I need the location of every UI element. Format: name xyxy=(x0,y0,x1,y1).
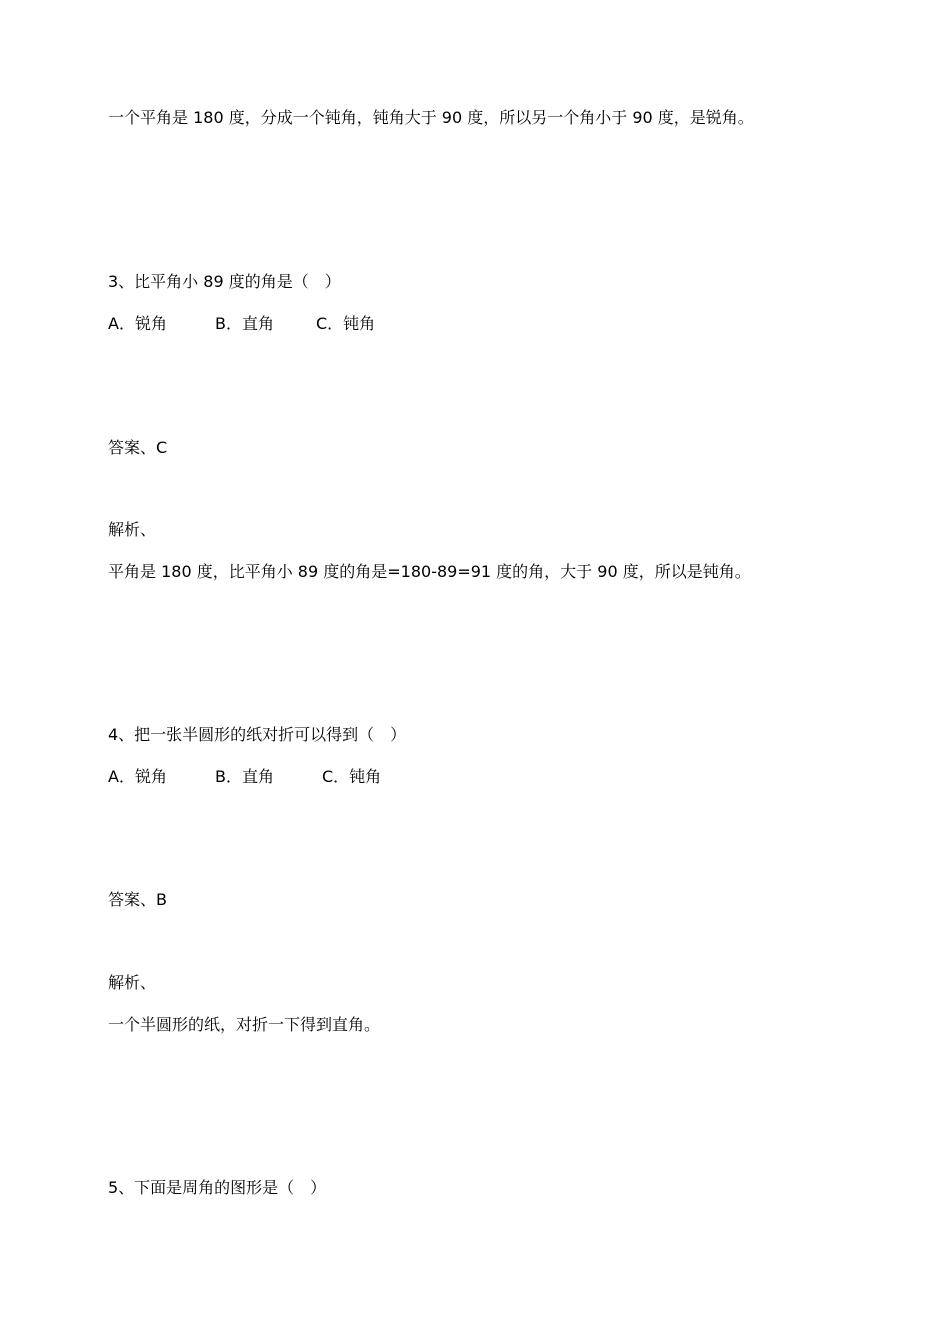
option-b: B．直角 xyxy=(215,314,274,333)
question-4-analysis-label: 解析、 xyxy=(108,973,157,992)
option-b: B．直角 xyxy=(215,767,274,786)
question-3-analysis-label: 解析、 xyxy=(108,520,157,539)
prev-explanation-text: 一个平角是 180 度，分成一个钝角，钝角大于 90 度，所以另一个角小于 90 度，是锐角。 xyxy=(108,108,754,127)
question-3-answer: 答案、C xyxy=(108,438,168,457)
question-3-analysis: 平角是 180 度，比平角小 89 度的角是=180-89=91 度的角，大于 90 度，所以是钝角。 xyxy=(108,562,751,581)
question-4-text: 4、把一张半圆形的纸对折可以得到（ ） xyxy=(108,725,407,744)
option-c: C．钝角 xyxy=(322,767,382,786)
option-a: A．锐角 xyxy=(108,767,167,786)
question-4-answer: 答案、B xyxy=(108,890,167,909)
question-3-text: 3、比平角小 89 度的角是（ ） xyxy=(108,272,341,291)
question-4-analysis: 一个半圆形的纸，对折一下得到直角。 xyxy=(108,1015,381,1034)
question-5-text: 5、下面是周角的图形是（ ） xyxy=(108,1178,327,1197)
option-c: C．钝角 xyxy=(316,314,376,333)
option-a: A．锐角 xyxy=(108,314,167,333)
